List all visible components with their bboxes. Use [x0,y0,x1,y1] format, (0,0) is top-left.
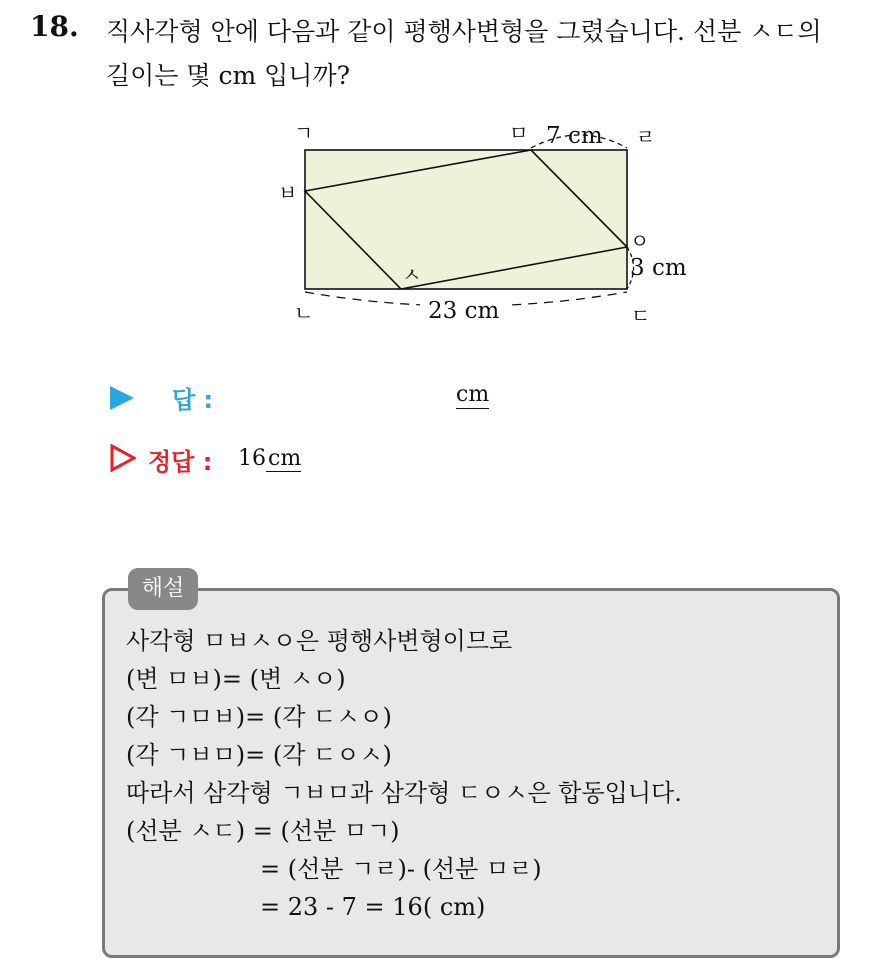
explanation-line: (각 ㄱㅂㅁ)= (각 ㄷㅇㅅ) [126,741,392,769]
answer-row [110,378,610,418]
correct-value-group [238,446,301,471]
question-number: 18. [30,10,79,43]
correct-answer-row [110,440,510,480]
explanation-line: 따라서 삼각형 ㄱㅂㅁ과 삼각형 ㄷㅇㅅ은 합동입니다. [126,779,682,807]
label-n: ㄴ [294,301,314,325]
explanation-line: (변 ㅁㅂ)= (변 ㅅㅇ) [126,665,346,693]
label-g: ㄱ [294,121,314,145]
question-line-1: 직사각형 안에 다음과 같이 평행사변형을 그렸습니다. 선분 ㅅㄷ의 [106,17,822,46]
label-o: ㅇ [630,229,650,253]
label-s: ㅅ [402,263,422,287]
explanation-line: = (선분 ㄱㄹ)- (선분 ㅁㄹ) [260,855,542,883]
length-7cm: 7 cm [546,123,603,149]
explanation-line: (선분 ㅅㄷ) = (선분 ㅁㄱ) [126,817,400,845]
correct-value: 16 [238,446,266,471]
explanation-line: (각 ㄱㅁㅂ)= (각 ㄷㅅㅇ) [126,703,392,731]
play-triangle-icon [110,386,134,410]
label-r: ㄹ [636,125,656,149]
label-d: ㄷ [631,304,651,328]
question-line-2: 길이는 몇 cm 입니까? [106,61,351,90]
rectangle [305,150,627,289]
answer-label: 답 : [172,386,214,414]
outline-triangle-icon [110,444,136,472]
answer-unit: cm [456,382,490,407]
label-b: ㅂ [278,181,298,205]
correct-label: 정답 : [148,448,213,476]
length-23cm: 23 cm [428,298,500,324]
explanation-tab: 해설 [128,568,198,610]
explanation-line: = 23 - 7 = 16( cm) [260,893,486,921]
geometry-figure [0,0,884,340]
label-m: ㅁ [509,121,529,145]
explanation-text [126,622,682,926]
length-3cm: 3 cm [630,255,687,281]
correct-unit: cm [268,446,302,471]
explanation-line: 사각형 ㅁㅂㅅㅇ은 평행사변형이므로 [126,627,513,655]
